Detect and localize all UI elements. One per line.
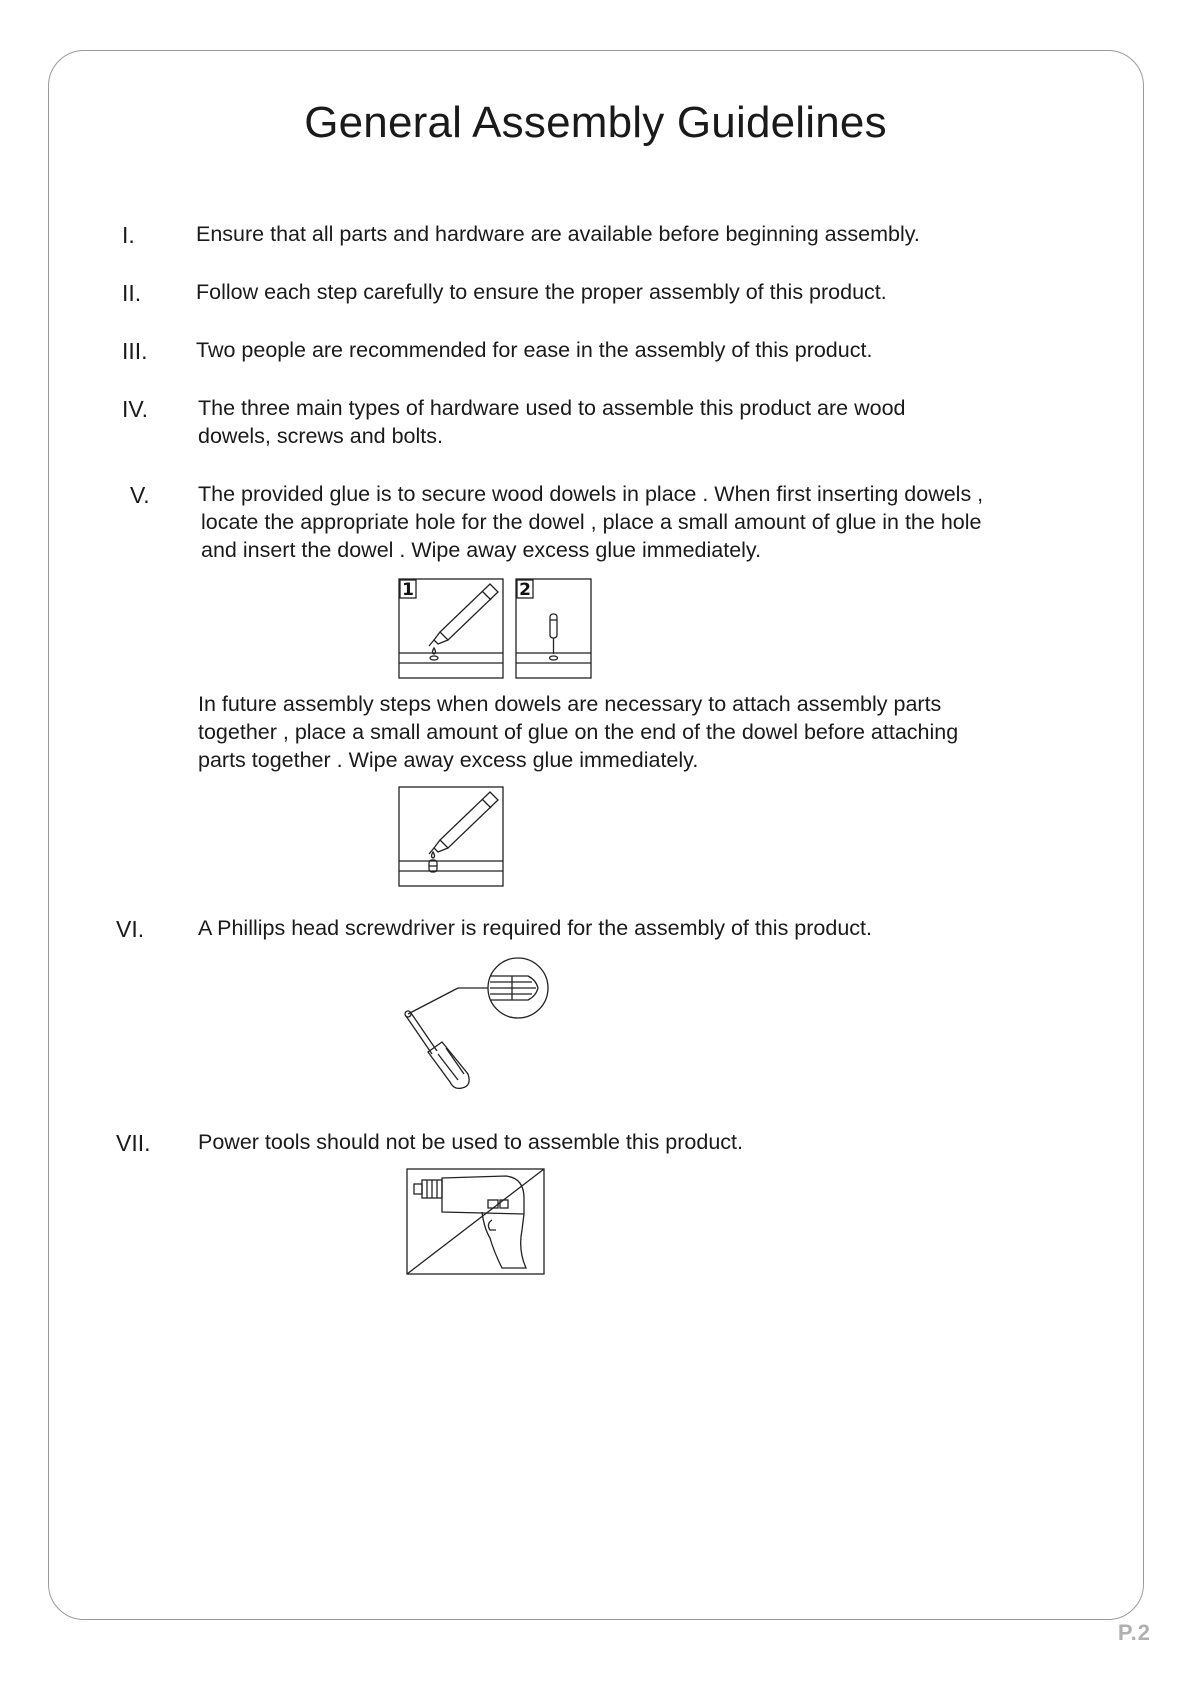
item-number: VI. [116, 916, 145, 942]
item-number: II. [122, 280, 142, 306]
step-2-label: 2 [519, 580, 531, 600]
page-title: General Assembly Guidelines [304, 98, 887, 147]
item-text: Ensure that all parts and hardware are available before beginning assembly. [196, 222, 920, 246]
item-number: IV. [122, 396, 149, 422]
item-text: In future assembly steps when dowels are necessary to attach assembly parts together , place a small amount of glue on the end of the dowel before attaching parts together . Wipe away excess glue immediately. [198, 692, 959, 772]
step-1-label: 1 [402, 580, 414, 600]
item-text: The provided glue is to secure wood dowels in place . When first inserting dowels , locate the appropriate hole for the dowel , place a small amount of glue in the hole and insert the dowel . Wipe away excess glue immediately. [198, 482, 984, 562]
step-labels [400, 580, 533, 600]
item-text: Follow each step carefully to ensure the proper assembly of this product. [196, 280, 887, 304]
item-text: Two people are recommended for ease in the assembly of this product. [196, 338, 873, 362]
item-number: I. [122, 222, 135, 248]
phillips-screwdriver-icon [400, 956, 560, 1090]
item-text: The three main types of hardware used to assemble this product are wood dowels, screws and bolts. [198, 396, 906, 448]
item-number: V. [130, 482, 150, 508]
item-text: A Phillips head screwdriver is required for the assembly of this product. [198, 916, 872, 940]
item-number: VII. [116, 1130, 151, 1156]
no-power-drill-icon [406, 1168, 546, 1276]
glue-hole-illustration [398, 578, 592, 680]
item-number: III. [122, 338, 148, 364]
page-number: P.2 [1117, 1620, 1151, 1645]
item-text: Power tools should not be used to assemble this product. [198, 1130, 743, 1154]
glue-dowel-illustration [398, 786, 504, 888]
